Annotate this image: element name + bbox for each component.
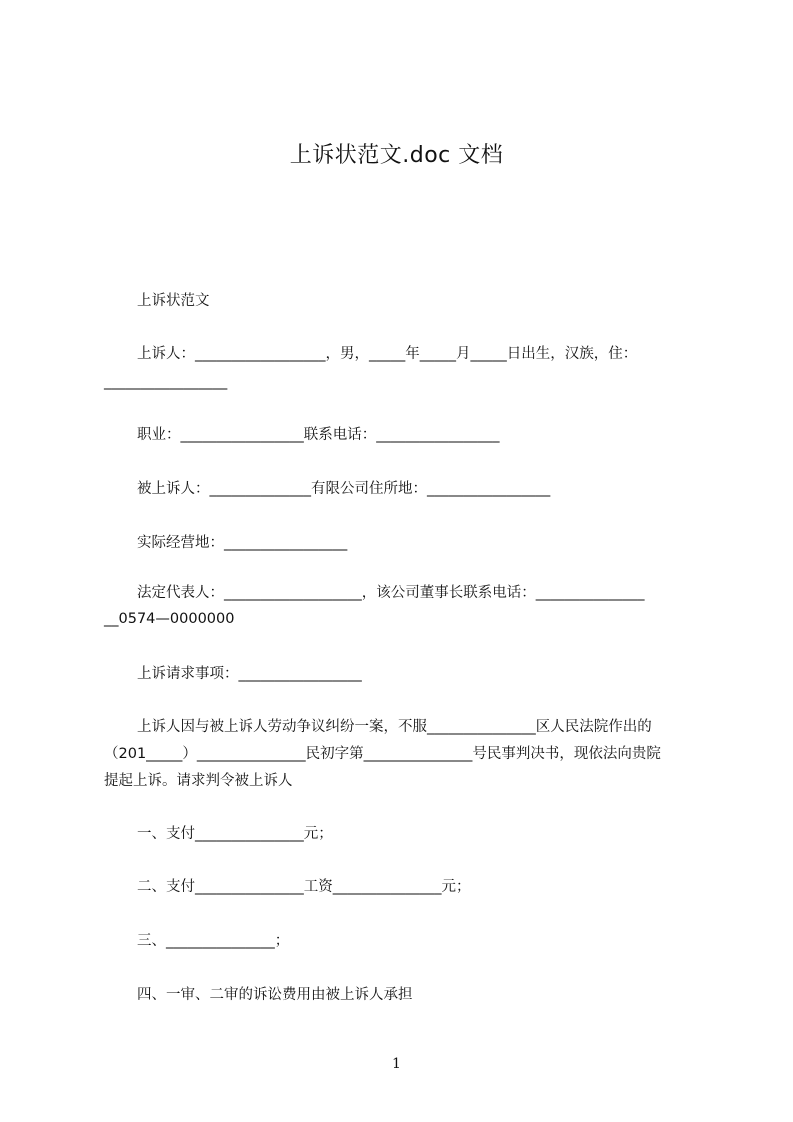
business-address-line: 实际经营地：_________________ [137,535,348,551]
request-item-4: 四、一审、二审的诉讼费用由被上诉人承担 [137,987,413,1003]
appellant-line-1: 上诉人：__________________，男，_____年_____月_____日出生，汉族，住： [137,346,638,362]
request-item-2: 二、支付_______________工资_______________元； [137,879,471,895]
appeal-request-line: 上诉请求事项：_________________ [137,666,362,682]
page-number: 1 [392,1056,401,1072]
body-line-2: （201_____）_______________民初字第_______________号民事判决书，现依法向贵院 [104,746,661,762]
section-heading: 上诉状范文 [137,293,210,309]
appellant-line-2: _________________ [104,374,228,390]
legal-representative-line-1: 法定代表人：___________________，该公司董事长联系电话：_______________ [137,585,645,601]
request-item-3: 三、_______________； [137,933,290,949]
body-line-1: 上诉人因与被上诉人劳动争议纠纷一案，不服_______________区人民法院作出的 [137,719,652,735]
legal-representative-line-2: __0574—0000000 [104,611,235,627]
occupation-line: 职业：_________________联系电话：_________________ [137,427,500,443]
request-item-1: 一、支付_______________元； [137,826,333,842]
document-title: 上诉状范文.doc 文档 [289,143,504,168]
respondent-line: 被上诉人：______________有限公司住所地：_________________ [137,481,551,497]
body-line-3: 提起上诉。请求判令被上诉人 [104,773,293,789]
